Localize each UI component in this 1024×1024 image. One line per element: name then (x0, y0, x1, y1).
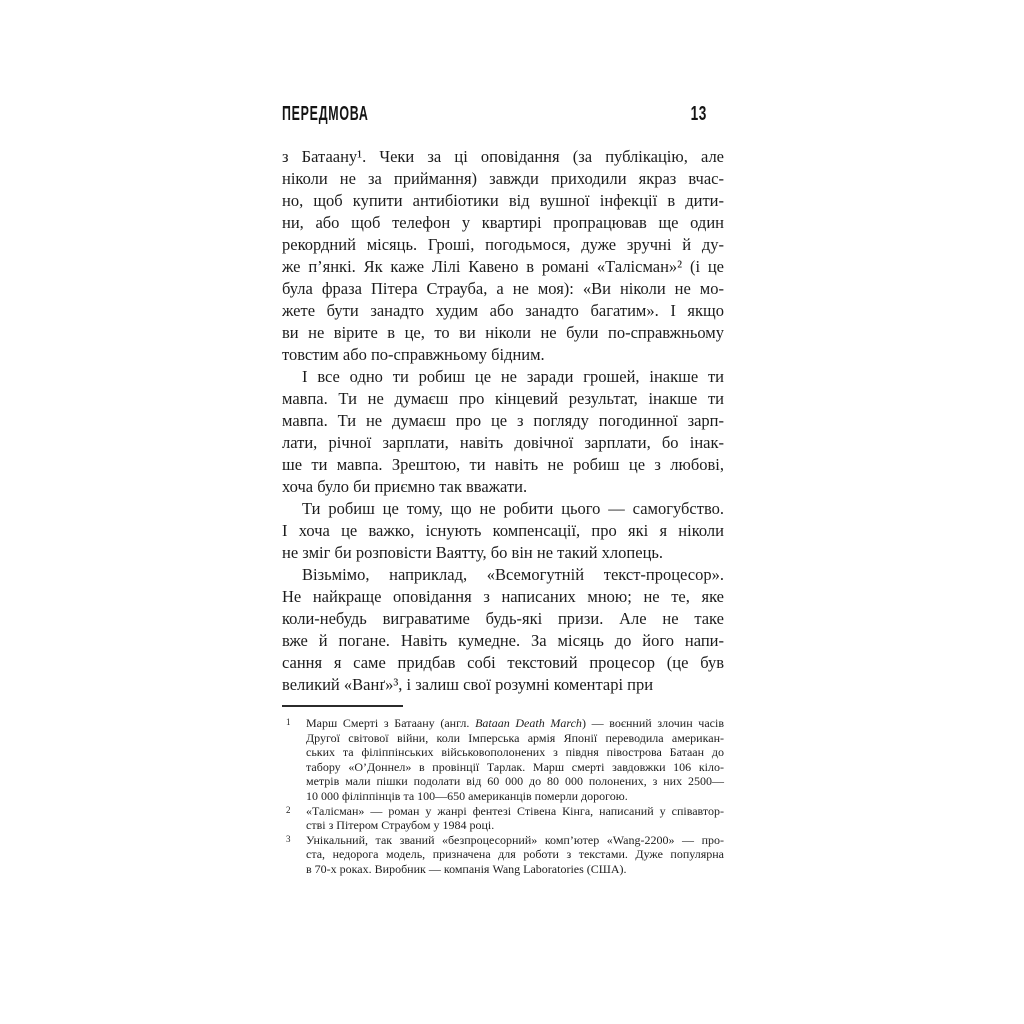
text-line: хоча було би приємно так вважати. (282, 477, 528, 496)
footnote-line: ських та філіппінських військовополонених з півдня півострова Батаан до (306, 745, 724, 760)
footnote-line: ста, недорога модель, призначена для роботи з текстами. Дуже популярна (306, 847, 724, 862)
footnote-number: 2 (286, 804, 291, 815)
footnote (282, 833, 724, 877)
footnotes (282, 716, 724, 877)
footnote-line: Другої світової війни, коли Імперська армія Японії переводила американ- (306, 730, 724, 745)
text-line: І все одно ти робиш це не заради грошей, інакше ти (302, 367, 724, 386)
text-line: ви не вірите в це, то ви ніколи не були по-справжньому (282, 323, 724, 342)
text-line: жете бути занадто худим або занадто багатим». І якщо (282, 301, 724, 320)
footnote-line: табору «О’Доннел» в провінції Тарлак. Марш смерті завдовжки 106 кіло- (306, 759, 724, 774)
footnote-number: 1 (286, 717, 291, 727)
footnote-line: метрів мали пішки подолати від 60 000 до 80 000 полонених, з них 2500— (306, 774, 724, 789)
body-text (282, 146, 724, 696)
text-line: І хоча це важко, існують компенсації, про які я ніколи (282, 521, 724, 540)
paragraph (282, 564, 724, 696)
text-line: була фраза Пітера Страуба, а не моя): «Ви ніколи не мо- (282, 279, 724, 298)
footnote-line: Марш Смерті з Батаану (англ. Bataan Death March) — воєнний злочин часів (306, 716, 724, 730)
text-line: сання я саме придбав собі текстовий процесор (це був (282, 653, 724, 672)
footnote (282, 804, 724, 833)
text-line: мавпа. Ти не думаєш про кінцевий результат, інакше ти (282, 389, 724, 408)
text-line: ни, або щоб телефон у квартирі пропрацював ще один (282, 213, 724, 232)
text-line: Не найкраще оповідання з написаних мною; не те, яке (282, 587, 724, 606)
page-number: 13 (690, 103, 707, 125)
text-line: Візьмімо, наприклад, «Всемогутній текст-процесор». (302, 565, 724, 584)
text-line: рекордний місяць. Гроші, погодьмося, дуже зручні й ду- (282, 235, 724, 254)
chapter-title: ПЕРЕДМОВА (282, 103, 369, 125)
paragraph (282, 146, 724, 366)
footnote-line: «Талісман» — роман у жанрі фентезі Стівена Кінга, написаний у співавтор- (306, 803, 724, 818)
footnote-line: стві з Пітером Страубом у 1984 році. (306, 818, 495, 833)
running-header (282, 103, 724, 126)
text-line: товстим або по-справжньому бідним. (282, 345, 545, 364)
footnote-line: Унікальний, так званий «безпроцесорний» комп’ютер «Wang-2200» — про- (306, 832, 724, 847)
text-line: мавпа. Ти не думаєш про це з погляду погодинної зарп- (282, 411, 724, 430)
text-line: Ти робиш це тому, що не робити цього — самогубство. (302, 499, 724, 518)
footnote-line: в 70-х роках. Виробник — компанія Wang Laboratories (США). (306, 861, 627, 876)
text-line: но, щоб купити антибіотики від вушної інфекції в дити- (282, 191, 724, 210)
text-line: ше ти мавпа. Зрештою, ти навіть не робиш це з любові, (282, 455, 724, 474)
text-line: ніколи не за приймання) завжди приходили якраз вчас- (282, 169, 724, 188)
text-line: же п’янкі. Як каже Лілі Кавено в романі «Талісман»² (і це (282, 257, 724, 276)
footnote (282, 716, 724, 804)
paragraph (282, 366, 724, 498)
footnote-divider (282, 705, 403, 707)
text-line: вже й погане. Навіть кумедне. За місяць до його напи- (282, 631, 724, 650)
text-line: коли-небудь виграватиме будь-які призи. Але не таке (282, 609, 724, 628)
text-line: з Батаану¹. Чеки за ці оповідання (за публікацію, але (282, 147, 724, 166)
paragraph (282, 498, 724, 564)
footnote-line: 10 000 філіппінців та 100—650 американців померли дорогою. (306, 788, 628, 803)
text-line: не зміг би розповісти Ваятту, бо він не такий хлопець. (282, 543, 664, 562)
footnote-number: 3 (286, 833, 291, 844)
text-line: лати, річної зарплати, навіть довічної зарплати, бо інак- (282, 433, 724, 452)
text-line: великий «Ванґ»³, і залиш свої розумні коментарі при (282, 675, 654, 694)
